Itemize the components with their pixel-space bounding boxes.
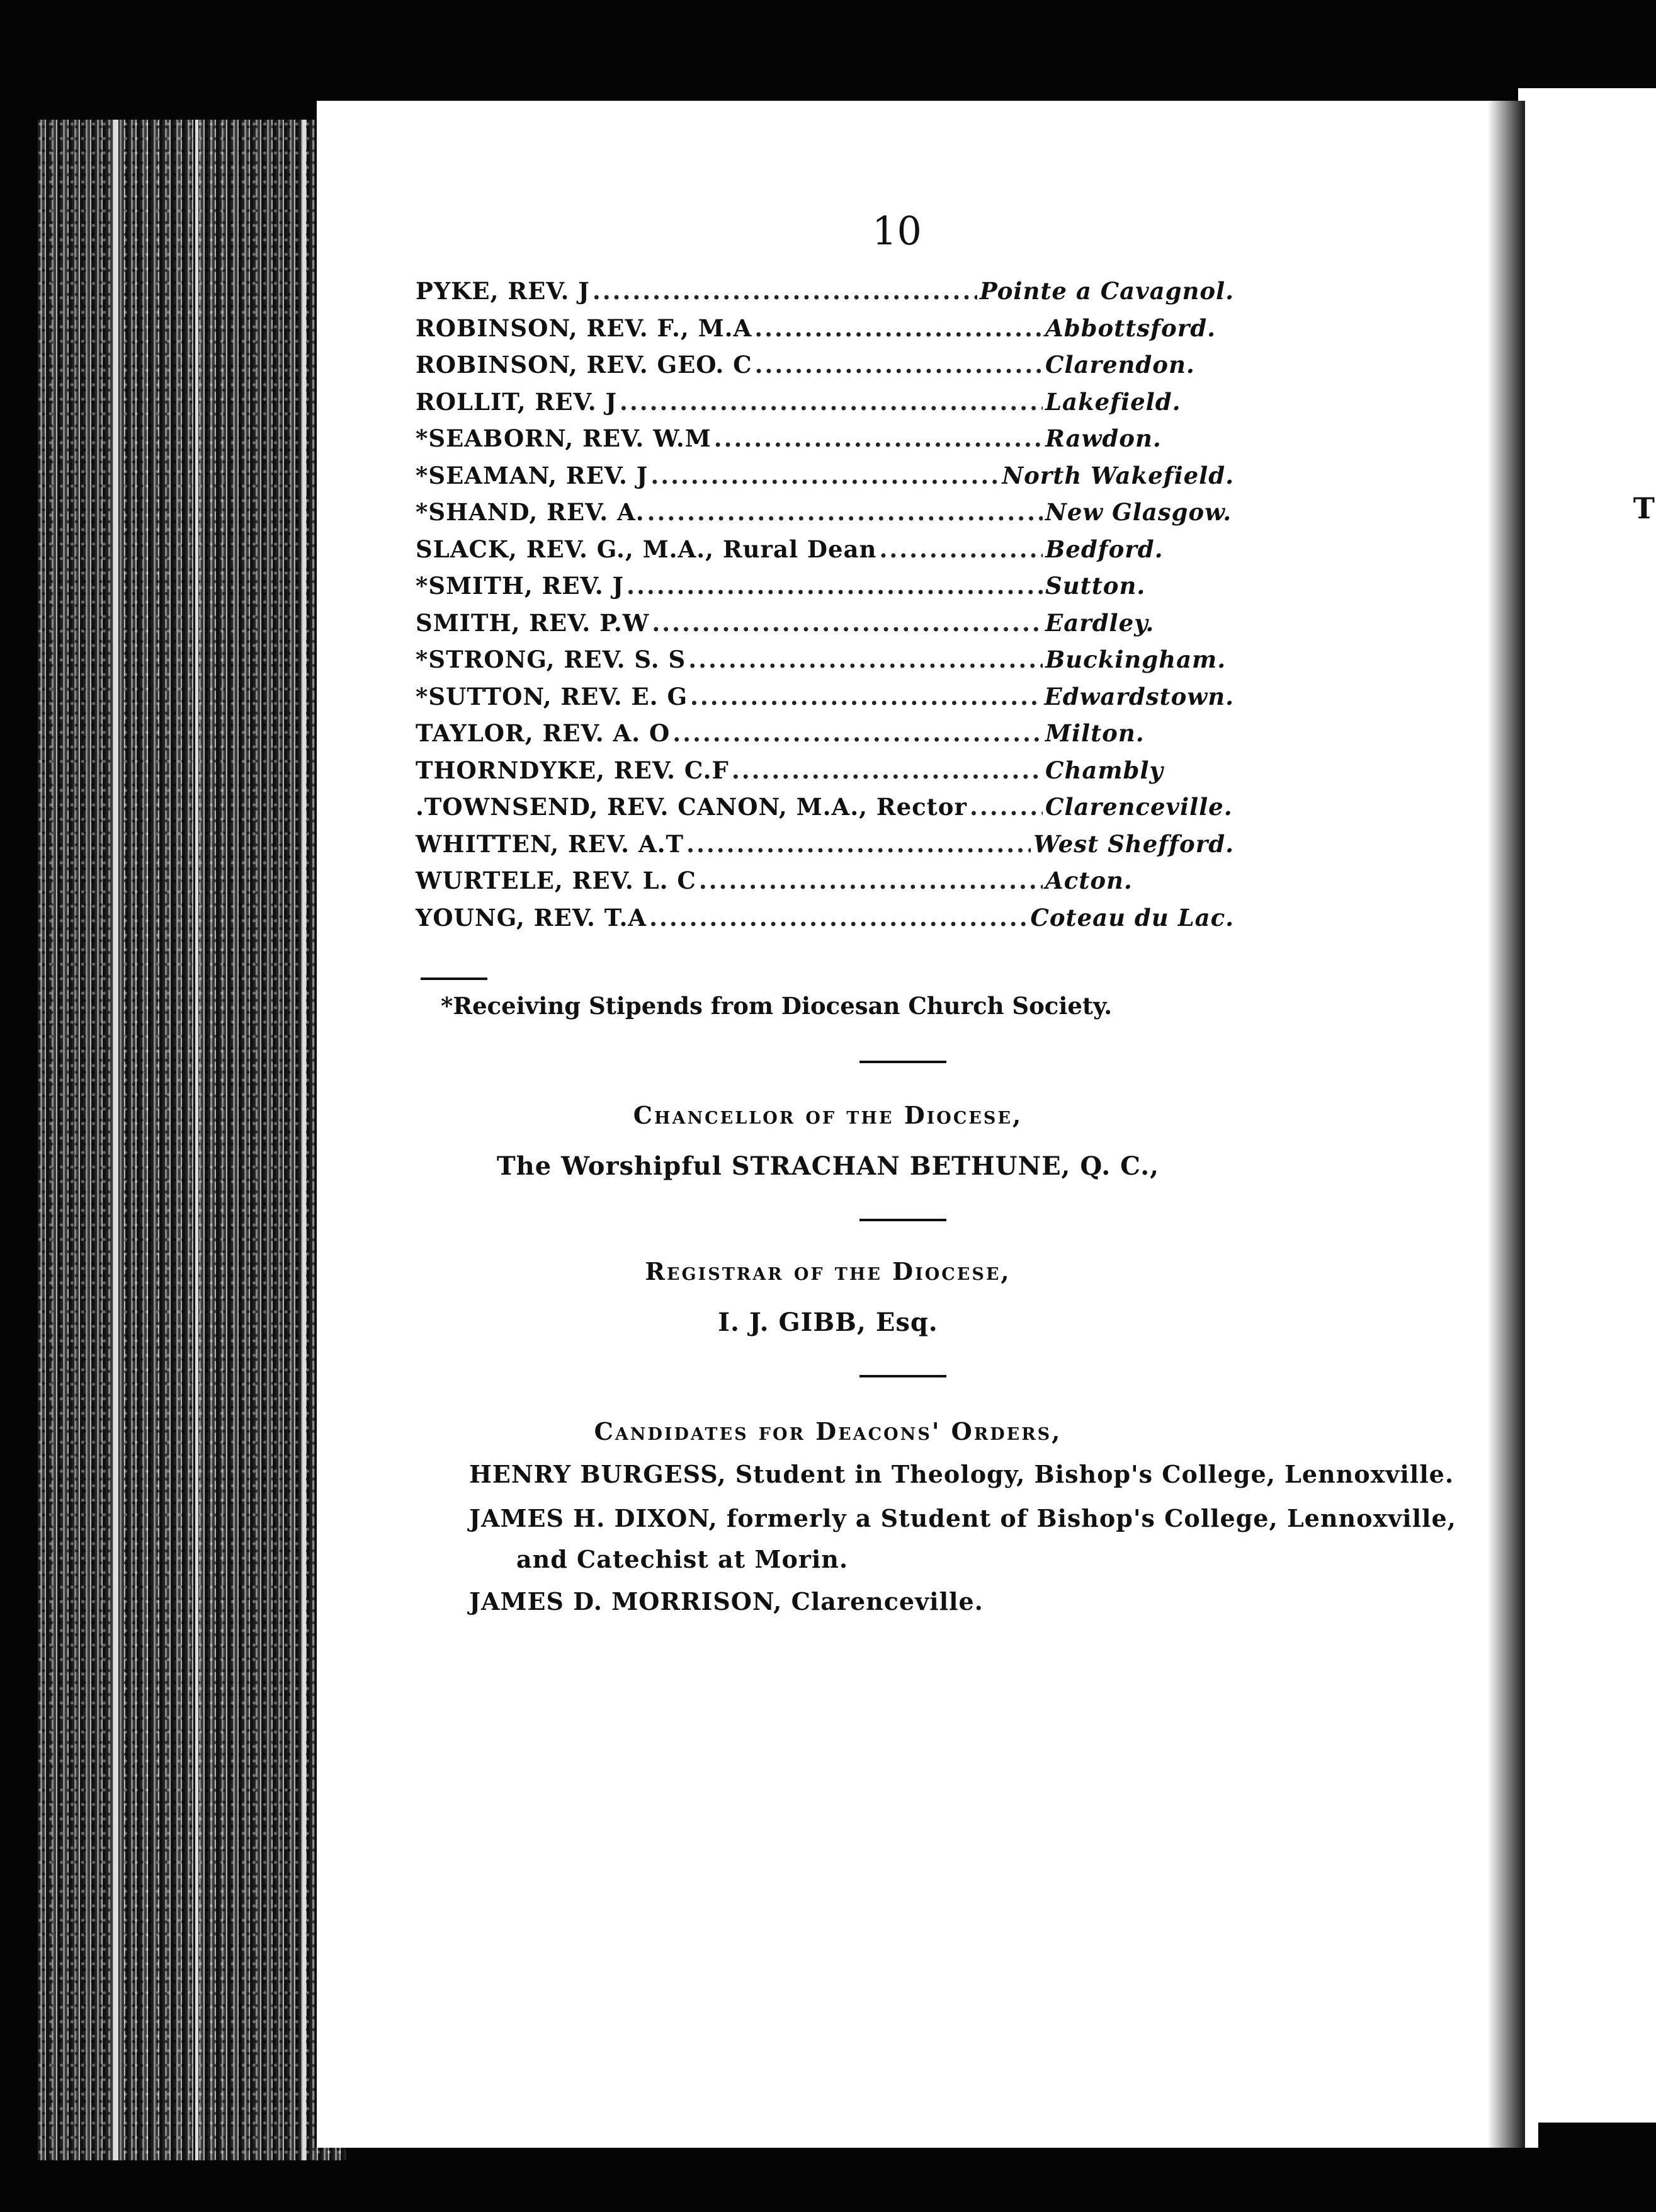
dot-leader xyxy=(699,867,1043,894)
dot-leader xyxy=(627,572,1043,600)
page-edge-strip xyxy=(113,120,118,2160)
section-divider xyxy=(859,1375,946,1377)
clergy-place: Sutton. xyxy=(1045,572,1146,600)
clergy-place: Rawdon. xyxy=(1045,425,1162,452)
clergy-row xyxy=(416,683,1234,720)
clergy-list xyxy=(416,277,1234,940)
clergy-row xyxy=(416,277,1234,314)
clergy-row xyxy=(416,572,1234,609)
clergy-name: *SMITH, REV. J xyxy=(416,572,625,600)
clergy-place: Chambly xyxy=(1045,756,1164,784)
clergy-place: Eardley. xyxy=(1045,608,1155,637)
clergy-name: THORNDYKE, REV. C.F xyxy=(416,756,729,784)
clergy-name: WURTELE, REV. L. C xyxy=(416,867,696,894)
clergy-row xyxy=(416,535,1234,573)
clergy-name: .TOWNSEND, REV. CANON, M.A., Rector xyxy=(416,793,967,821)
candidates-heading: Candidates for Deacons' Orders, xyxy=(594,1417,1062,1445)
clergy-place: Acton. xyxy=(1045,867,1133,894)
clergy-place: Clarenceville. xyxy=(1045,793,1233,821)
clergy-place: Lakefield. xyxy=(1045,387,1181,416)
facing-page-letter: T xyxy=(1633,491,1655,525)
clergy-place: Milton. xyxy=(1045,719,1145,747)
clergy-row xyxy=(416,830,1234,867)
chancellor-heading: Chancellor of the Diocese, xyxy=(633,1101,1023,1129)
clergy-name: SMITH, REV. P.W xyxy=(416,608,650,637)
dot-leader xyxy=(714,425,1043,452)
clergy-row xyxy=(416,462,1234,499)
page-edge-strip xyxy=(195,120,198,2160)
clergy-row xyxy=(416,719,1234,756)
clergy-name: WHITTEN, REV. A.T xyxy=(416,830,684,858)
footnote: *Receiving Stipends from Diocesan Church Society. xyxy=(441,992,1113,1020)
clergy-row xyxy=(416,351,1234,388)
clergy-place: North Wakefield. xyxy=(1002,461,1234,489)
clergy-row xyxy=(416,646,1234,683)
clergy-name: *SEABORN, REV. W.M xyxy=(416,425,712,452)
dot-leader xyxy=(690,683,1041,710)
clergy-name: *SEAMAN, REV. J xyxy=(416,461,649,489)
registrar-heading: Registrar of the Diocese, xyxy=(645,1257,1011,1286)
clergy-place: Coteau du Lac. xyxy=(1030,903,1234,932)
dot-leader xyxy=(652,609,1043,637)
clergy-row xyxy=(416,867,1234,904)
clergy-row xyxy=(416,609,1234,646)
clergy-row xyxy=(416,425,1234,462)
dot-leader xyxy=(649,904,1028,932)
dot-leader xyxy=(879,535,1043,563)
candidate-entry: JAMES D. MORRISON, Clarenceville. xyxy=(469,1587,984,1616)
clergy-name: YOUNG, REV. T.A xyxy=(416,903,647,932)
candidate-entry: JAMES H. DIXON, formerly a Student of Bishop's College, Lennoxville, xyxy=(469,1504,1456,1532)
dot-leader xyxy=(755,351,1043,379)
page-number: 10 xyxy=(872,208,922,254)
clergy-name: *SHAND, REV. A. xyxy=(416,498,645,526)
clergy-row xyxy=(416,388,1234,425)
dot-leader xyxy=(970,793,1043,821)
clergy-row xyxy=(416,498,1234,535)
page-edge-strip xyxy=(302,120,306,2160)
clergy-row xyxy=(416,904,1234,941)
book-page-edges xyxy=(38,120,346,2160)
footnote-rule xyxy=(421,978,487,980)
clergy-row xyxy=(416,793,1234,830)
clergy-place: New Glasgow. xyxy=(1045,498,1232,526)
registrar-name: I. J. GIBB, Esq. xyxy=(718,1308,938,1337)
clergy-row xyxy=(416,314,1234,351)
candidate-entry: HENRY BURGESS, Student in Theology, Bishop's College, Lennoxville. xyxy=(469,1460,1455,1488)
clergy-place: Bedford. xyxy=(1045,535,1164,563)
clergy-place: Edwardstown. xyxy=(1044,682,1234,710)
clergy-name: PYKE, REV. J xyxy=(416,277,590,305)
clergy-place: Pointe a Cavagnol. xyxy=(979,277,1234,305)
clergy-name: ROBINSON, REV. GEO. C xyxy=(416,351,752,379)
clergy-place: Abbottsford. xyxy=(1045,314,1216,342)
chancellor-name: The Worshipful STRACHAN BETHUNE, Q. C., xyxy=(496,1151,1160,1181)
clergy-place: West Shefford. xyxy=(1033,830,1234,858)
clergy-name: *STRONG, REV. S. S xyxy=(416,646,686,673)
dot-leader xyxy=(686,830,1031,858)
candidate-entry-continued: and Catechist at Morin. xyxy=(516,1545,849,1573)
clergy-row xyxy=(416,756,1234,794)
dot-leader xyxy=(620,388,1043,416)
section-divider xyxy=(859,1061,946,1063)
dot-leader xyxy=(647,498,1043,526)
clergy-name: SLACK, REV. G., M.A., Rural Dean xyxy=(416,535,877,563)
clergy-place: Clarendon. xyxy=(1045,351,1195,379)
dot-leader xyxy=(593,277,977,305)
page-edge-texture xyxy=(38,120,346,2160)
dot-leader xyxy=(754,314,1043,342)
section-divider xyxy=(859,1219,946,1221)
dot-leader xyxy=(732,756,1043,784)
clergy-name: ROBINSON, REV. F., M.A xyxy=(416,314,752,342)
clergy-name: ROLLIT, REV. J xyxy=(416,387,618,416)
dot-leader xyxy=(650,462,999,489)
clergy-name: TAYLOR, REV. A. O xyxy=(416,719,671,747)
dot-leader xyxy=(672,719,1043,747)
clergy-place: Buckingham. xyxy=(1045,646,1227,673)
clergy-name: *SUTTON, REV. E. G xyxy=(416,682,688,710)
dot-leader xyxy=(688,646,1043,673)
